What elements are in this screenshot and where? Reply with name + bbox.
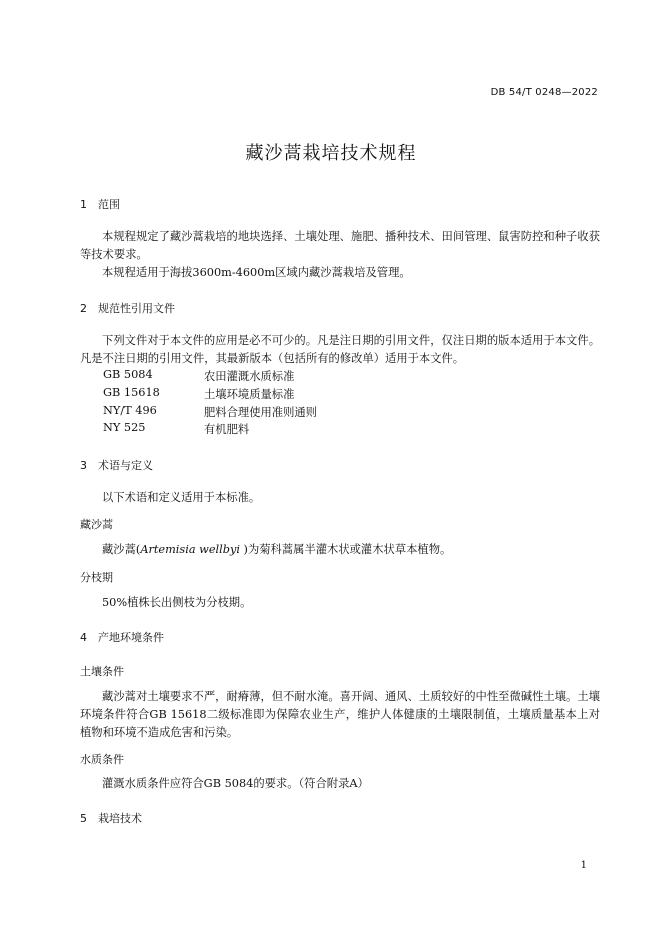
section-number: 4: [80, 631, 87, 644]
page-number: 1: [580, 860, 587, 871]
reference-code: NY 525: [103, 421, 146, 434]
section-1-paragraph-1: 本规程规定了藏沙蒿栽培的地块选择、土壤处理、施肥、播种技术、田间管理、鼠害防控和种子收获等技术要求。: [80, 230, 600, 261]
section-1-paragraph-2: 本规程适用于海拔3600m-4600m区域内藏沙蒿栽培及管理。: [102, 266, 411, 279]
section-title: 范围: [98, 198, 120, 211]
subsection-soil-title: 土壤条件: [80, 665, 124, 678]
reference-code: GB 5084: [103, 368, 153, 381]
section-number: 2: [80, 302, 87, 315]
reference-name: 肥料合理使用准则通则: [204, 406, 317, 419]
document-title: 藏沙蒿栽培技术规程: [245, 143, 417, 164]
section-2-heading: [80, 300, 175, 316]
term-1-title: 藏沙蒿: [80, 518, 113, 531]
section-title: 产地环境条件: [98, 631, 164, 644]
section-title: 栽培技术: [98, 812, 142, 825]
section-3-intro: 以下术语和定义适用于本标准。: [102, 491, 261, 504]
section-number: 3: [80, 459, 87, 472]
reference-name: 农田灌溉水质标准: [204, 370, 295, 383]
term-1-definition: [80, 541, 600, 559]
section-5-heading: [80, 810, 142, 826]
subsection-water-title: 水质条件: [80, 753, 124, 766]
section-number: 5: [80, 812, 87, 825]
term-1-def-prefix: 藏沙蒿(: [102, 543, 141, 556]
term-2-definition: 50%植株长出侧枝为分枝期。: [102, 596, 252, 609]
section-title: 术语与定义: [98, 459, 153, 472]
section-2-paragraph: 下列文件对于本文件的应用是必不可少的。凡是注日期的引用文件，仅注日期的版本适用于本文件。凡是不注日期的引用文件，其最新版本（包括所有的修改单）适用于本文件。: [80, 334, 600, 365]
term-1-def-suffix: )为菊科蒿属半灌木状或灌木状草本植物。: [239, 543, 452, 556]
term-2-title: 分枝期: [80, 571, 113, 584]
subsection-water-paragraph: 灌溉水质条件应符合GB 5084的要求。（符合附录A）: [102, 777, 369, 790]
reference-code: NY/T 496: [103, 404, 157, 417]
reference-name: 土壤环境质量标准: [204, 388, 295, 401]
section-number: 1: [80, 198, 87, 211]
term-1-latin-name: Artemisia wellbyi: [140, 543, 240, 556]
section-3-heading: [80, 457, 153, 473]
reference-name: 有机肥料: [204, 423, 250, 436]
section-4-heading: [80, 629, 164, 645]
reference-code: GB 15618: [103, 386, 160, 399]
section-1-heading: [80, 196, 120, 212]
section-title: 规范性引用文件: [98, 302, 175, 315]
document-code: DB 54/T 0248—2022: [490, 87, 598, 98]
subsection-soil-paragraph: 藏沙蒿对土壤要求不严，耐瘠薄，但不耐水淹。喜开阔、通风、土质较好的中性至微碱性土壤。土壤环境条件符合GB 15618二级标准即为保障农业生产，维护人体健康的土壤限制值，土壤质量基本上对植物和环境不造成危害和污染。: [80, 690, 600, 739]
